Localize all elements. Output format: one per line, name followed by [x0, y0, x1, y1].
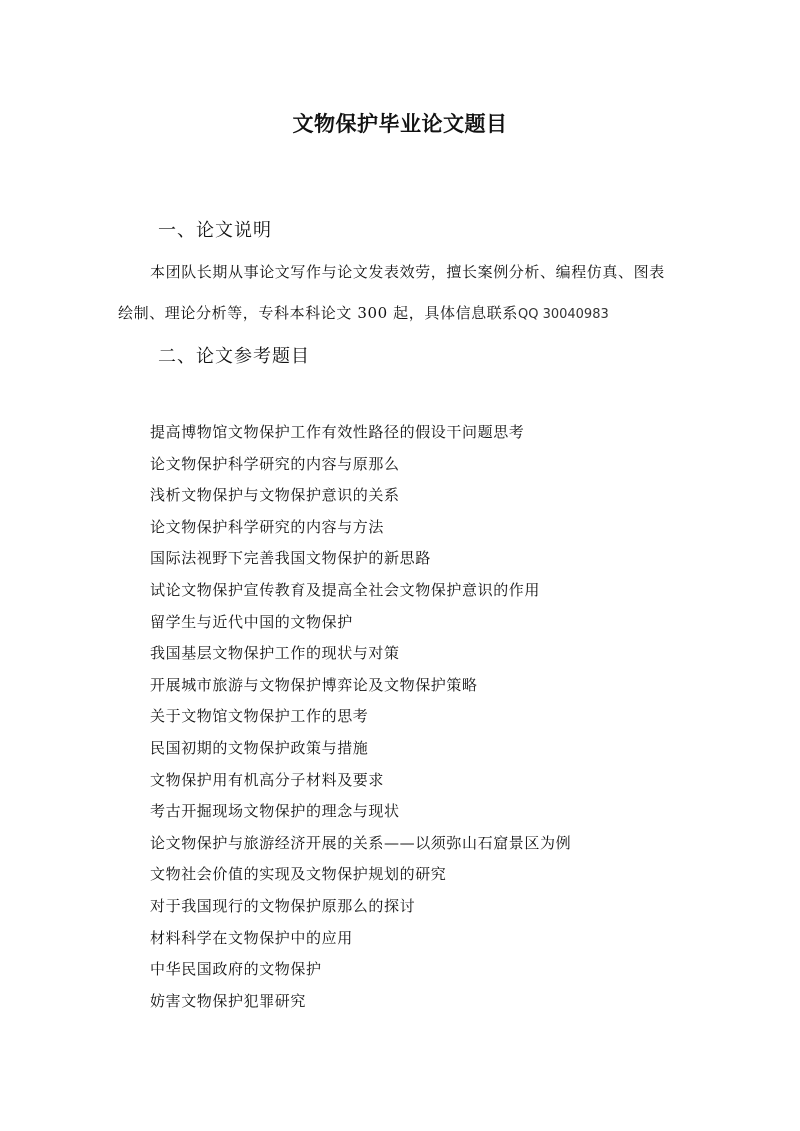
topic-list [150, 420, 571, 1020]
explanation-line-2 [118, 302, 609, 323]
explanation-line-1: 本团队长期从事论文写作与论文发表效劳，擅长案例分析、编程仿真、图表 [150, 263, 665, 281]
document-title: 文物保护毕业论文题目 [292, 112, 508, 136]
section-heading-explanation: 一、论文说明 [158, 220, 272, 241]
topic-item: 提高博物馆文物保护工作有效性路径的假设干问题思考 [150, 423, 525, 441]
topic-item: 材料科学在文物保护中的应用 [150, 928, 353, 947]
topic-item: 国际法视野下完善我国文物保护的新思路 [150, 549, 431, 568]
topic-item: 论文物保护与旅游经济开展的关系——以须弥山石窟景区为例 [150, 833, 572, 852]
topic-item: 论文物保护科学研究的内容与方法 [150, 517, 385, 536]
topic-item: 中华民国政府的文物保护 [150, 960, 322, 979]
topic-item: 我国基层文物保护工作的现状与对策 [150, 644, 400, 663]
topic-item: 文物社会价值的实现及文物保护规划的研究 [150, 865, 447, 884]
section-heading-topics: 二、论文参考题目 [158, 346, 310, 367]
topic-item: 试论文物保护宣传教育及提高全社会文物保护意识的作用 [150, 580, 541, 599]
topic-item: 开展城市旅游与文物保护博弈论及文物保护策略 [150, 675, 478, 694]
topic-item: 民国初期的文物保护政策与措施 [150, 738, 369, 757]
explanation-text: 绘制、理论分析等，专科本科论文 300 起，具体信息联系 [118, 304, 518, 322]
topic-item: 对于我国现行的文物保护原那么的探讨 [150, 896, 416, 915]
topic-item: 考古开掘现场文物保护的理念与现状 [150, 802, 400, 821]
topic-item: 文物保护用有机高分子材料及要求 [150, 770, 385, 789]
topic-item: 关于文物馆文物保护工作的思考 [150, 707, 369, 726]
topic-item: 妨害文物保护犯罪研究 [150, 991, 307, 1010]
topic-item: 留学生与近代中国的文物保护 [150, 612, 353, 631]
topic-item: 论文物保护科学研究的内容与原那么 [150, 454, 400, 473]
qq-contact: QQ 30040983 [517, 307, 609, 322]
topic-item: 浅析文物保护与文物保护意识的关系 [150, 486, 400, 505]
